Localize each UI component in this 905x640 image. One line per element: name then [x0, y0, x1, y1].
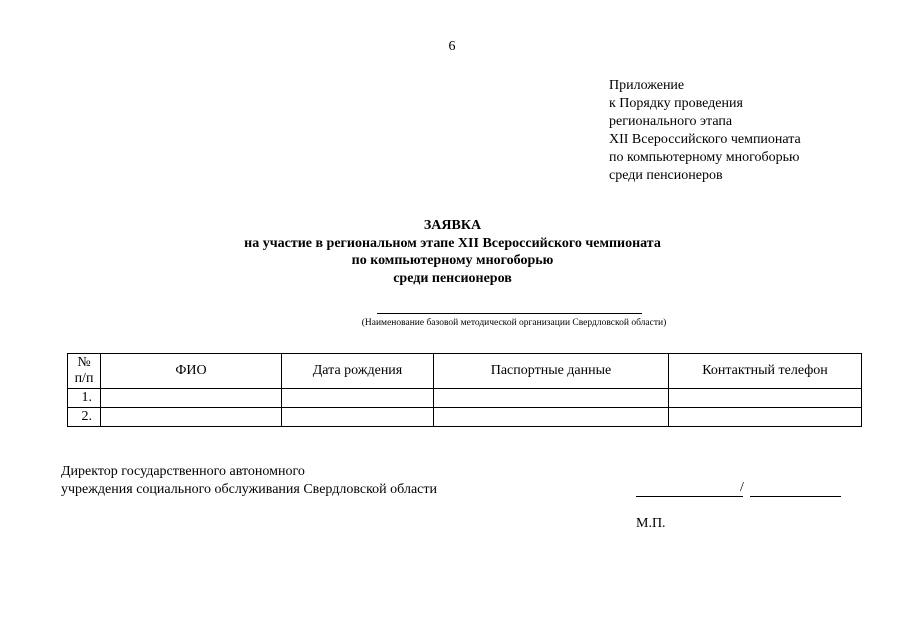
signature-separator: / [740, 480, 744, 495]
passport-cell[interactable] [434, 408, 669, 427]
annex-line: среди пенсионеров [609, 168, 723, 183]
document-title [0, 217, 905, 287]
annex-line: регионального этапа [609, 114, 733, 129]
signature-line [636, 496, 743, 497]
stamp-label: М.П. [636, 516, 666, 531]
fio-cell[interactable] [101, 408, 282, 427]
annex-line: XII Всероссийского чемпионата [609, 132, 801, 147]
annex-line: к Порядку проведения [609, 96, 743, 111]
participants-table [67, 353, 862, 427]
table-row [68, 408, 862, 427]
row-number-cell: 1. [68, 389, 101, 408]
fio-cell[interactable] [101, 389, 282, 408]
birth-date-cell[interactable] [282, 389, 434, 408]
director-line: Директор государственного автономного [61, 464, 305, 479]
annex-note [609, 77, 801, 185]
table-header-row [68, 354, 862, 389]
birth-date-cell[interactable] [282, 408, 434, 427]
title-line: на участие в региональном этапе XII Всероссийского чемпионата [244, 235, 661, 251]
phone-cell[interactable] [669, 408, 862, 427]
director-line: учреждения социального обслуживания Свердловской области [61, 482, 437, 497]
director-title [61, 463, 437, 499]
organization-blank-line [377, 313, 642, 314]
title-line: среди пенсионеров [393, 270, 512, 286]
column-header-number: № п/п [68, 354, 101, 389]
column-header-birth-date: Дата рождения [282, 354, 434, 389]
table-row [68, 389, 862, 408]
column-header-fio: ФИО [101, 354, 282, 389]
column-header-phone: Контактный телефон [669, 354, 862, 389]
title-heading: ЗАЯВКА [423, 218, 482, 233]
annex-line: по компьютерному многоборью [609, 150, 800, 165]
annex-line: Приложение [609, 78, 685, 93]
title-line: по компьютерному многоборью [351, 253, 554, 268]
signature-name-line [750, 496, 841, 497]
organization-caption: (Наименование базовой методической организации Свердловской области) [361, 318, 667, 328]
column-header-passport: Паспортные данные [434, 354, 669, 389]
row-number-cell: 2. [68, 408, 101, 427]
passport-cell[interactable] [434, 389, 669, 408]
phone-cell[interactable] [669, 389, 862, 408]
page-number: 6 [448, 39, 456, 54]
